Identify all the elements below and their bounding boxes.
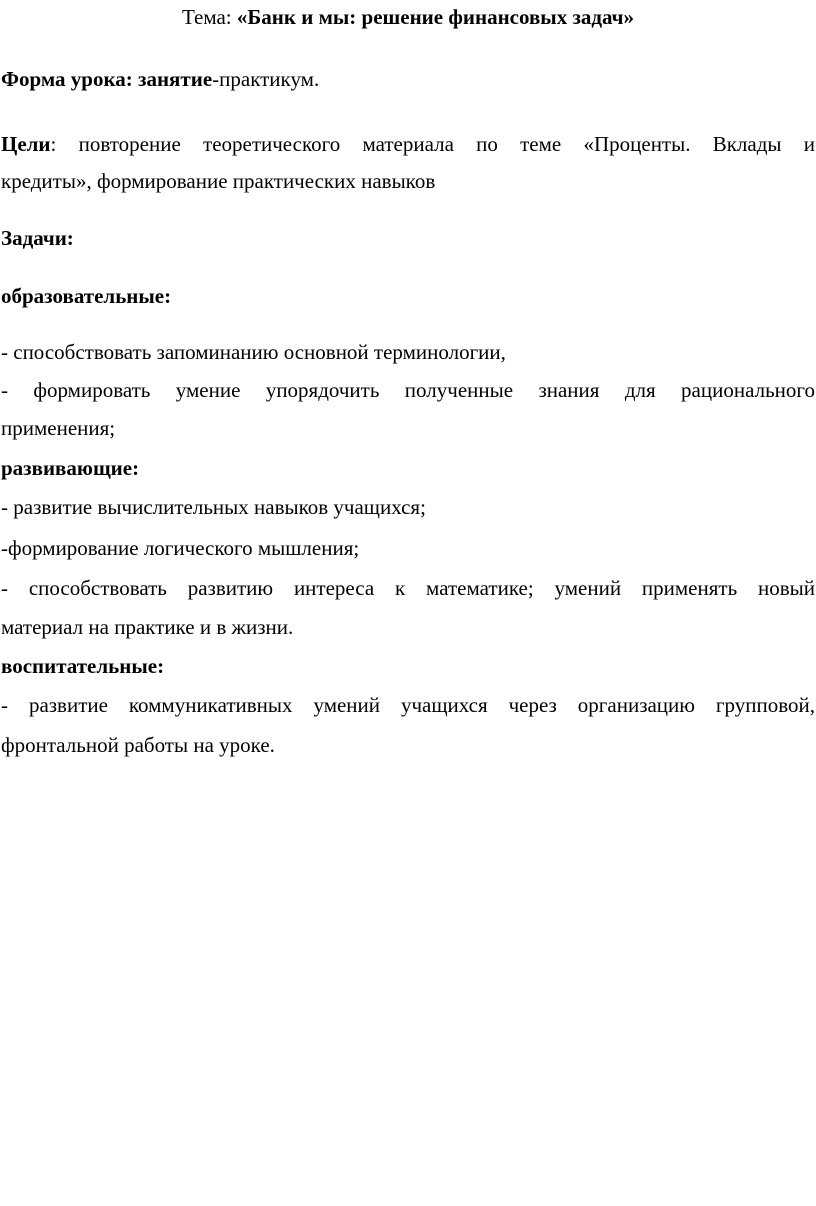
goals-line-2 [1,168,815,194]
educational-item-2-text-2: применения; [1,416,116,440]
goals-line-1 [1,131,815,157]
educational-heading [1,283,815,309]
lesson-form-label: Форма урока: занятие [1,67,213,91]
goals-label: Цели [1,132,51,156]
developing-item-3-line-1 [1,575,815,601]
educational-item-1 [1,339,815,365]
topic-title: «Банк и мы: решение финансовых задач» [236,5,635,29]
developing-item-3-text-2: материал на практике и в жизни. [1,615,294,639]
educational-item-2-line-2 [1,415,815,441]
goals-text-2: кредиты», формирование практических навыков [1,169,436,193]
upbringing-heading [1,653,815,679]
goals-text-1: : повторение теоретического материала по теме «Проценты. Вклады и [50,132,815,156]
lesson-form [1,66,815,92]
developing-heading-text: развивающие: [1,456,140,480]
developing-item-3-text-1: - способствовать развитию интереса к математике; умений применять новый [1,576,815,600]
upbringing-heading-text: воспитательные: [1,654,165,678]
tasks-heading-text: Задачи: [1,226,74,250]
developing-item-3-line-2 [1,614,815,640]
upbringing-item-1-text-1: - развитие коммуникативных умений учащихся через организацию групповой, [1,693,815,717]
developing-item-2-text: -формирование логического мышления; [1,536,360,560]
developing-item-1-text: - развитие вычислительных навыков учащихся; [1,495,426,519]
developing-item-1 [1,494,815,520]
developing-item-2 [1,535,815,561]
educational-heading-text: образовательные: [1,284,172,308]
lesson-topic [1,4,815,30]
educational-item-2-line-1 [1,377,815,403]
upbringing-item-1-text-2: фронтальной работы на уроке. [1,733,275,757]
tasks-heading [1,225,815,251]
educational-item-2-text-1: - формировать умение упорядочить полученные знания для рационального [1,378,815,402]
lesson-form-value: -практикум. [212,67,320,91]
developing-heading [1,455,815,481]
topic-prefix: Тема: [181,5,237,29]
educational-item-1-text: - способствовать запоминанию основной терминологии, [1,340,506,364]
upbringing-item-1-line-2 [1,732,815,758]
upbringing-item-1-line-1 [1,692,815,718]
